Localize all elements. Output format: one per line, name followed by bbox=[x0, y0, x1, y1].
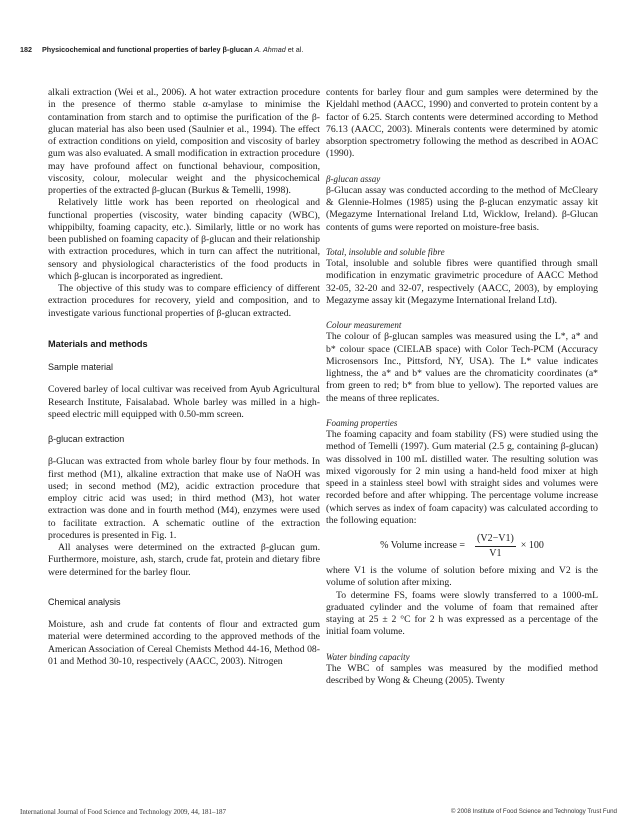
equation-numerator: (V2−V1) bbox=[475, 533, 516, 547]
running-header bbox=[20, 45, 620, 54]
paragraph-beta-glucan-assay: β-Glucan assay was conducted according to the method of McCleary & Glennie-Holmes (1985) using the β-glucan enzymatic assay kit (Megazyme International Ireland Ltd, Wicklow, Ireland). β-Glucan contents of gums were reported on moisture-free basis. bbox=[326, 184, 598, 233]
heading-colour-measurement: Colour measurement bbox=[326, 320, 402, 330]
right-column bbox=[326, 87, 598, 687]
paragraph-extraction-methods: β-Glucan was extracted from whole barley flour by four methods. In first method (M1), alkaline extraction that make use of NaOH was used; in second method (M2), acidic extraction procedure that employ citric acid was used; in third method (M3), hot water extraction was done and in fourth method (M4), enzymes were used to facilitate extraction. A schematic outline of the extraction procedures is presented in Fig. 1. bbox=[48, 456, 320, 541]
paragraph-intro-extraction: alkali extraction (Wei et al., 2006). A hot water extraction procedure in the presence of thermo stable α-amylase to minimise the contamination from starch and to optimise the purification of the β-glucan material has also been used (Saulnier et al., 1994). The effect of extraction conditions on yield, composition and viscosity of barley gum was also evaluated. A small modification in extraction procedure may have profound affect on functional behaviour, composition, viscosity, colour, molecular weight and the physicochemical properties of the extracted β-glucan (Burkus & Temelli, 1998). bbox=[48, 87, 320, 196]
paragraph-analyses: All analyses were determined on the extracted β-glucan gum. Furthermore, moisture, ash, starch, crude fat, protein and dietary fibre were determined for the barley flour. bbox=[48, 542, 320, 578]
heading-fibre: Total, insoluble and soluble fibre bbox=[326, 246, 445, 257]
equation-rhs: × 100 bbox=[520, 539, 544, 551]
equation-fraction bbox=[475, 533, 516, 560]
paragraph-fibre: Total, insoluble and soluble fibres were quantified through small modification in enzymatic gravimetric procedure of AACC Method 32-05, 32-20 and 32-07, respectively (AACC, 2003), by employing Megazyme assay kit (Megazyme International Ireland Ltd). bbox=[326, 258, 598, 306]
heading-water-binding-capacity: Water binding capacity bbox=[326, 651, 410, 662]
paragraph-sample-material: Covered barley of local cultivar was received from Ayub Agricultural Research Institute, Faisalabad. Whole barley was milled in a high-speed electric mill equipped with 0.50-mm screen. bbox=[48, 384, 320, 420]
paragraph-nitrogen: contents for barley flour and gum samples were determined by the Kjeldahl method (AACC, 1990) and converted to protein content by a factor of 6.25. Starch contents were determined according to Method 76.13 (AACC, 2003). Minerals contents were determined by atomic absorption spectrometry following the method as described in AOAC (1990). bbox=[326, 87, 598, 160]
footer-copyright: © 2008 Institute of Food Science and Technology Trust Fund bbox=[450, 808, 617, 815]
equation-denominator: V1 bbox=[489, 547, 502, 559]
paragraph-chemical-analysis: Moisture, ash and crude fat contents of flour and extracted gum material were determined according to the approved methods of the American Association of Cereal Chemists Method 44-16, Method 08-01 and Method 30-10, respectively (AACC, 2003). Nitrogen bbox=[48, 619, 320, 667]
paragraph-water-binding-capacity: The WBC of samples was measured by the modified method described by Wong & Cheung (2005). Twenty bbox=[326, 662, 598, 686]
heading-sample-material: Sample material bbox=[48, 362, 114, 372]
heading-beta-glucan-assay: β-glucan assay bbox=[326, 173, 381, 184]
paragraph-colour-measurement: The colour of β-glucan samples was measured using the L*, a* and b* colour space (CIELAB space) with Color Tech-PCM (Accuracy Microsensors Inc., Pittsford, NY, USA). The L* value indicates lightness, the a* and b* values are the chromaticity coordinates (a* from green to red; b* from blue to yellow). The reported values are the means of three replicates. bbox=[326, 331, 598, 404]
heading-chemical-analysis: Chemical analysis bbox=[48, 596, 121, 607]
page-footer bbox=[20, 808, 617, 816]
running-title: Physicochemical and functional properties of barley β-glucan bbox=[42, 45, 253, 54]
running-authors: A. Ahmad bbox=[254, 45, 286, 54]
footer-journal-citation: International Journal of Food Science and Technology 2009, 44, 181–187 bbox=[20, 808, 227, 816]
paragraph-objective: The objective of this study was to compare efficiency of different extraction procedures for recovery, yield and composition, and to investigate various functional properties of β-glucan extracted. bbox=[48, 283, 320, 319]
heading-materials-methods: Materials and methods bbox=[48, 338, 148, 349]
page-number: 182 bbox=[20, 45, 32, 54]
paragraph-equation-where: where V1 is the volume of solution before mixing and V2 is the volume of solution after mixing. bbox=[326, 565, 598, 589]
heading-beta-glucan-extraction: β-glucan extraction bbox=[48, 434, 125, 444]
paragraph-foam-stability: To determine FS, foams were slowly transferred to a 1000-mL graduated cylinder and the volume of foam that remained after staying at 25 ± 2 °C for 2 h was expressed as a percentage of the initial foam volume. bbox=[326, 589, 598, 638]
equation-lhs: % Volume increase = bbox=[380, 539, 466, 551]
volume-increase-equation bbox=[326, 527, 598, 565]
running-et-al: et al. bbox=[287, 45, 304, 54]
paragraph-foaming-properties: The foaming capacity and foam stability (FS) were studied using the method of Temelli (1997). Gum material (2.5 g, containing β-glucan) was dissolved in 100 mL distilled water. The resulting solution was mixed vigorously for 2 min using a hand-held food mixer at high speed in a stainless steel bowl with straight sides and volumes were recorded before and after whipping. The percentage volume increase (which serves as index of foam capacity) was calculated according to the following equation: bbox=[326, 429, 598, 526]
heading-foaming-properties: Foaming properties bbox=[326, 417, 398, 428]
paragraph-rheology: Relatively little work has been reported on rheological and functional properties (viscosity, water binding capacity (WBC), whippibilty, foaming capacity, etc.). Similarly, little or no work has been published on foaming capacity of β-glucan and their relationship with extraction procedures, which in turn can affect the nutritional, sensory and physiological characteristics of the food products in which β-glucan is incorporated as ingredient. bbox=[48, 197, 320, 282]
left-column bbox=[48, 87, 320, 668]
